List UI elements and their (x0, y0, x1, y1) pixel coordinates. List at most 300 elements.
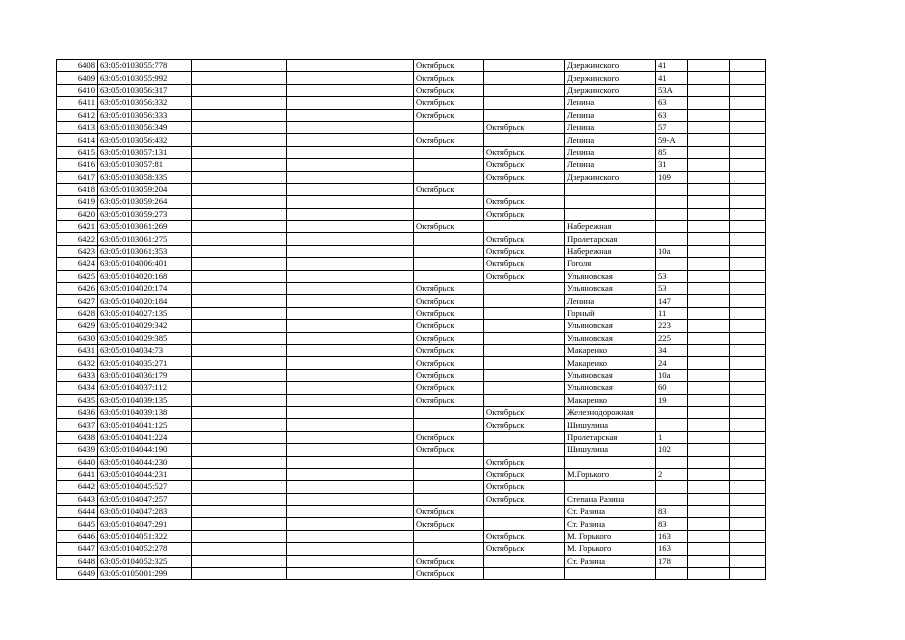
town-alt-cell (484, 518, 565, 530)
house-number-cell: 41 (656, 60, 688, 72)
table-row (57, 97, 766, 109)
town-cell: Октябрьск (414, 295, 484, 307)
empty-cell (688, 530, 730, 542)
town-cell (414, 208, 484, 220)
town-alt-cell (484, 444, 565, 456)
house-number-cell (656, 568, 688, 580)
empty-cell (287, 506, 414, 518)
cadastral-number-cell: 63:05:0104039:135 (98, 394, 192, 406)
town-cell (414, 543, 484, 555)
empty-cell (730, 357, 766, 369)
town-cell: Октябрьск (414, 84, 484, 96)
empty-cell (730, 493, 766, 505)
cadastral-number-cell: 63:05:0103056:333 (98, 109, 192, 121)
empty-cell (730, 419, 766, 431)
town-alt-cell: Октябрьск (484, 258, 565, 270)
empty-cell (688, 196, 730, 208)
street-cell: Ленина (565, 146, 656, 158)
table-row (57, 357, 766, 369)
row-number-cell: 6422 (57, 233, 98, 245)
house-number-cell: 163 (656, 530, 688, 542)
empty-cell (730, 307, 766, 319)
empty-cell (688, 270, 730, 282)
town-cell (414, 270, 484, 282)
table-row (57, 543, 766, 555)
town-alt-cell: Октябрьск (484, 530, 565, 542)
table-row (57, 134, 766, 146)
empty-cell (688, 555, 730, 567)
town-alt-cell: Октябрьск (484, 171, 565, 183)
row-number-cell: 6430 (57, 332, 98, 344)
street-cell: Ульяновская (565, 270, 656, 282)
town-alt-cell (484, 431, 565, 443)
empty-cell (730, 295, 766, 307)
empty-cell (688, 506, 730, 518)
empty-cell (192, 320, 287, 332)
empty-cell (287, 530, 414, 542)
table-row (57, 555, 766, 567)
table-row (57, 84, 766, 96)
empty-cell (192, 431, 287, 443)
row-number-cell: 6438 (57, 431, 98, 443)
empty-cell (287, 419, 414, 431)
empty-cell (192, 295, 287, 307)
empty-cell (688, 406, 730, 418)
house-number-cell: 109 (656, 171, 688, 183)
row-number-cell: 6436 (57, 406, 98, 418)
empty-cell (287, 406, 414, 418)
empty-cell (688, 72, 730, 84)
town-cell: Октябрьск (414, 357, 484, 369)
town-alt-cell: Октябрьск (484, 208, 565, 220)
row-number-cell: 6416 (57, 159, 98, 171)
street-cell: Дзержинского (565, 72, 656, 84)
town-cell: Октябрьск (414, 382, 484, 394)
empty-cell (192, 270, 287, 282)
empty-cell (730, 146, 766, 158)
town-cell (414, 493, 484, 505)
empty-cell (192, 283, 287, 295)
empty-cell (287, 295, 414, 307)
house-number-cell: 147 (656, 295, 688, 307)
empty-cell (287, 344, 414, 356)
table-row (57, 183, 766, 195)
street-cell: Ленина (565, 159, 656, 171)
empty-cell (730, 518, 766, 530)
empty-cell (192, 530, 287, 542)
empty-cell (730, 221, 766, 233)
house-number-cell: 10а (656, 245, 688, 257)
empty-cell (192, 506, 287, 518)
table-row (57, 332, 766, 344)
house-number-cell: 83 (656, 506, 688, 518)
house-number-cell: 83 (656, 518, 688, 530)
table-row (57, 295, 766, 307)
empty-cell (688, 221, 730, 233)
street-cell: Степана Разина (565, 493, 656, 505)
empty-cell (730, 121, 766, 133)
street-cell: Набережная (565, 221, 656, 233)
empty-cell (730, 109, 766, 121)
street-cell: Ульяновская (565, 320, 656, 332)
town-alt-cell: Октябрьск (484, 493, 565, 505)
table-row (57, 258, 766, 270)
empty-cell (287, 320, 414, 332)
empty-cell (287, 159, 414, 171)
empty-cell (730, 406, 766, 418)
empty-cell (688, 97, 730, 109)
street-cell: Пролетарская (565, 233, 656, 245)
empty-cell (688, 419, 730, 431)
house-number-cell (656, 456, 688, 468)
town-cell (414, 245, 484, 257)
town-cell (414, 406, 484, 418)
table-row (57, 270, 766, 282)
town-alt-cell (484, 382, 565, 394)
row-number-cell: 6415 (57, 146, 98, 158)
house-number-cell: 223 (656, 320, 688, 332)
cadastral-number-cell: 63:05:0104052:325 (98, 555, 192, 567)
cadastral-number-cell: 63:05:0104052:278 (98, 543, 192, 555)
empty-cell (730, 543, 766, 555)
empty-cell (688, 183, 730, 195)
empty-cell (730, 344, 766, 356)
empty-cell (688, 344, 730, 356)
empty-cell (688, 134, 730, 146)
cadastral-number-cell: 63:05:0103057:131 (98, 146, 192, 158)
street-cell: Ульяновская (565, 382, 656, 394)
empty-cell (192, 183, 287, 195)
cadastral-number-cell: 63:05:0104036:179 (98, 369, 192, 381)
empty-cell (192, 332, 287, 344)
empty-cell (287, 543, 414, 555)
empty-cell (688, 568, 730, 580)
house-number-cell (656, 221, 688, 233)
cadastral-number-cell: 63:05:0104006:401 (98, 258, 192, 270)
table-row (57, 506, 766, 518)
empty-cell (192, 369, 287, 381)
town-alt-cell (484, 394, 565, 406)
house-number-cell: 102 (656, 444, 688, 456)
empty-cell (730, 159, 766, 171)
street-cell: Железнодорожная (565, 406, 656, 418)
cadastral-number-cell: 63:05:0104020:168 (98, 270, 192, 282)
empty-cell (688, 109, 730, 121)
town-cell: Октябрьск (414, 320, 484, 332)
empty-cell (192, 568, 287, 580)
row-number-cell: 6444 (57, 506, 98, 518)
empty-cell (287, 456, 414, 468)
town-cell: Октябрьск (414, 283, 484, 295)
empty-cell (287, 518, 414, 530)
street-cell: Дзержинского (565, 84, 656, 96)
table-row (57, 406, 766, 418)
street-cell: Макаренко (565, 394, 656, 406)
empty-cell (688, 320, 730, 332)
town-cell: Октябрьск (414, 134, 484, 146)
row-number-cell: 6435 (57, 394, 98, 406)
empty-cell (730, 60, 766, 72)
empty-cell (287, 444, 414, 456)
street-cell: Ст. Разина (565, 506, 656, 518)
row-number-cell: 6411 (57, 97, 98, 109)
town-alt-cell: Октябрьск (484, 468, 565, 480)
table-row (57, 344, 766, 356)
table-row (57, 444, 766, 456)
house-number-cell (656, 196, 688, 208)
empty-cell (730, 481, 766, 493)
house-number-cell: 34 (656, 344, 688, 356)
empty-cell (287, 307, 414, 319)
town-alt-cell (484, 506, 565, 518)
row-number-cell: 6441 (57, 468, 98, 480)
street-cell (565, 568, 656, 580)
town-cell: Октябрьск (414, 344, 484, 356)
empty-cell (730, 320, 766, 332)
empty-cell (287, 134, 414, 146)
cadastral-number-cell: 63:05:0103056:332 (98, 97, 192, 109)
table-row (57, 60, 766, 72)
house-number-cell (656, 493, 688, 505)
empty-cell (730, 369, 766, 381)
row-number-cell: 6419 (57, 196, 98, 208)
row-number-cell: 6426 (57, 283, 98, 295)
town-cell (414, 456, 484, 468)
empty-cell (192, 60, 287, 72)
empty-cell (688, 431, 730, 443)
table-row (57, 208, 766, 220)
cadastral-number-cell: 63:05:0104051:322 (98, 530, 192, 542)
town-alt-cell: Октябрьск (484, 245, 565, 257)
empty-cell (688, 60, 730, 72)
empty-cell (192, 233, 287, 245)
house-number-cell: 59-А (656, 134, 688, 146)
cadastral-number-cell: 63:05:0104044:231 (98, 468, 192, 480)
street-cell: Ленина (565, 134, 656, 146)
table-row (57, 171, 766, 183)
empty-cell (192, 344, 287, 356)
empty-cell (730, 134, 766, 146)
town-alt-cell (484, 97, 565, 109)
empty-cell (730, 382, 766, 394)
empty-cell (192, 394, 287, 406)
town-cell (414, 159, 484, 171)
row-number-cell: 6431 (57, 344, 98, 356)
cadastral-number-cell: 63:05:0103055:992 (98, 72, 192, 84)
house-number-cell (656, 233, 688, 245)
table-row (57, 518, 766, 530)
empty-cell (192, 258, 287, 270)
street-cell: Ст. Разина (565, 555, 656, 567)
street-cell: Дзержинского (565, 60, 656, 72)
street-cell: Дзержинского (565, 171, 656, 183)
cadastral-number-cell: 63:05:0104044:190 (98, 444, 192, 456)
empty-cell (688, 543, 730, 555)
street-cell: М. Горького (565, 530, 656, 542)
empty-cell (192, 146, 287, 158)
empty-cell (688, 444, 730, 456)
table-row (57, 568, 766, 580)
row-number-cell: 6421 (57, 221, 98, 233)
empty-cell (730, 208, 766, 220)
row-number-cell: 6440 (57, 456, 98, 468)
empty-cell (192, 481, 287, 493)
town-alt-cell (484, 332, 565, 344)
empty-cell (192, 196, 287, 208)
empty-cell (192, 456, 287, 468)
row-number-cell: 6425 (57, 270, 98, 282)
row-number-cell: 6445 (57, 518, 98, 530)
registry-table (56, 59, 766, 580)
street-cell: Пролетарская (565, 431, 656, 443)
empty-cell (192, 444, 287, 456)
town-cell: Октябрьск (414, 109, 484, 121)
cadastral-number-cell: 63:05:0104041:224 (98, 431, 192, 443)
street-cell: Ульяновская (565, 369, 656, 381)
town-cell (414, 121, 484, 133)
empty-cell (287, 555, 414, 567)
town-alt-cell: Октябрьск (484, 121, 565, 133)
town-alt-cell (484, 568, 565, 580)
town-alt-cell: Октябрьск (484, 481, 565, 493)
table-row (57, 221, 766, 233)
cadastral-number-cell: 63:05:0104020:174 (98, 283, 192, 295)
row-number-cell: 6428 (57, 307, 98, 319)
cadastral-number-cell: 63:05:0104039:138 (98, 406, 192, 418)
street-cell: Ленина (565, 109, 656, 121)
house-number-cell: 41 (656, 72, 688, 84)
town-cell: Октябрьск (414, 444, 484, 456)
row-number-cell: 6420 (57, 208, 98, 220)
town-alt-cell: Октябрьск (484, 419, 565, 431)
empty-cell (688, 208, 730, 220)
empty-cell (192, 84, 287, 96)
town-cell: Октябрьск (414, 183, 484, 195)
cadastral-number-cell: 63:05:0104047:283 (98, 506, 192, 518)
cadastral-number-cell: 63:05:0104047:257 (98, 493, 192, 505)
table-row (57, 481, 766, 493)
town-alt-cell (484, 134, 565, 146)
empty-cell (730, 196, 766, 208)
empty-cell (287, 283, 414, 295)
house-number-cell: 63 (656, 97, 688, 109)
cadastral-number-cell: 63:05:0103061:275 (98, 233, 192, 245)
empty-cell (287, 245, 414, 257)
town-alt-cell: Октябрьск (484, 146, 565, 158)
empty-cell (192, 159, 287, 171)
empty-cell (730, 332, 766, 344)
house-number-cell: 57 (656, 121, 688, 133)
row-number-cell: 6449 (57, 568, 98, 580)
empty-cell (287, 208, 414, 220)
street-cell: Ст. Разина (565, 518, 656, 530)
town-alt-cell: Октябрьск (484, 270, 565, 282)
street-cell: Ленина (565, 121, 656, 133)
table-row (57, 468, 766, 480)
cadastral-number-cell: 63:05:0103059:273 (98, 208, 192, 220)
town-alt-cell (484, 60, 565, 72)
table-row (57, 109, 766, 121)
cadastral-number-cell: 63:05:0104044:230 (98, 456, 192, 468)
empty-cell (688, 456, 730, 468)
house-number-cell: 1 (656, 431, 688, 443)
empty-cell (730, 283, 766, 295)
cadastral-number-cell: 63:05:0103056:349 (98, 121, 192, 133)
town-alt-cell: Октябрьск (484, 233, 565, 245)
empty-cell (287, 369, 414, 381)
town-alt-cell: Октябрьск (484, 456, 565, 468)
cadastral-number-cell: 63:05:0104034:73 (98, 344, 192, 356)
empty-cell (192, 543, 287, 555)
empty-cell (688, 258, 730, 270)
street-cell: Шишулина (565, 419, 656, 431)
town-cell: Октябрьск (414, 72, 484, 84)
empty-cell (730, 555, 766, 567)
empty-cell (192, 382, 287, 394)
table-row (57, 419, 766, 431)
empty-cell (730, 270, 766, 282)
row-number-cell: 6414 (57, 134, 98, 146)
cadastral-number-cell: 63:05:0103061:269 (98, 221, 192, 233)
town-cell: Октябрьск (414, 431, 484, 443)
town-cell: Октябрьск (414, 518, 484, 530)
cadastral-number-cell: 63:05:0104037:112 (98, 382, 192, 394)
empty-cell (287, 97, 414, 109)
house-number-cell: 53 (656, 270, 688, 282)
empty-cell (688, 283, 730, 295)
empty-cell (688, 245, 730, 257)
empty-cell (192, 97, 287, 109)
empty-cell (688, 518, 730, 530)
empty-cell (730, 258, 766, 270)
row-number-cell: 6446 (57, 530, 98, 542)
empty-cell (192, 518, 287, 530)
registry-table-body (57, 60, 766, 580)
house-number-cell: 53А (656, 84, 688, 96)
street-cell: Макаренко (565, 357, 656, 369)
row-number-cell: 6439 (57, 444, 98, 456)
empty-cell (192, 468, 287, 480)
empty-cell (192, 555, 287, 567)
table-row (57, 121, 766, 133)
row-number-cell: 6437 (57, 419, 98, 431)
empty-cell (688, 332, 730, 344)
empty-cell (730, 245, 766, 257)
street-cell (565, 183, 656, 195)
empty-cell (730, 444, 766, 456)
table-row (57, 159, 766, 171)
empty-cell (192, 357, 287, 369)
empty-cell (192, 134, 287, 146)
house-number-cell: 11 (656, 307, 688, 319)
empty-cell (730, 568, 766, 580)
town-cell (414, 530, 484, 542)
empty-cell (192, 493, 287, 505)
street-cell: Макаренко (565, 344, 656, 356)
empty-cell (287, 171, 414, 183)
house-number-cell: 24 (656, 357, 688, 369)
town-alt-cell (484, 109, 565, 121)
row-number-cell: 6429 (57, 320, 98, 332)
empty-cell (688, 493, 730, 505)
cadastral-number-cell: 63:05:0103059:264 (98, 196, 192, 208)
table-row (57, 530, 766, 542)
empty-cell (287, 146, 414, 158)
town-cell (414, 196, 484, 208)
street-cell (565, 208, 656, 220)
cadastral-number-cell: 63:05:0104029:342 (98, 320, 192, 332)
empty-cell (730, 233, 766, 245)
